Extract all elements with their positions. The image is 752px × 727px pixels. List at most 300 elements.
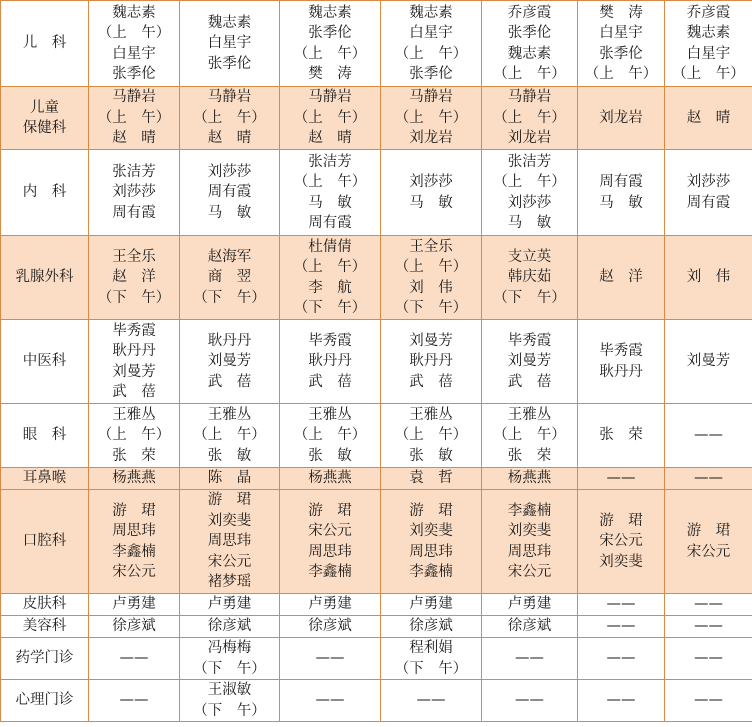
doctor-line: 王雅丛 — [507, 406, 552, 423]
doctor-line: 游 珺 — [112, 502, 156, 519]
doctor-line: 刘莎莎 — [112, 184, 156, 201]
doctor-line: 宋公元 — [207, 553, 252, 570]
doctor-line: （上 午） — [493, 109, 566, 126]
doctor-line: —— — [606, 692, 636, 709]
doctor-line: （上 午） — [193, 427, 266, 444]
doctor-line: —— — [515, 650, 544, 667]
doctor-line: 徐彦斌 — [409, 618, 453, 635]
doctor-line: 杨燕燕 — [507, 470, 552, 487]
department-name — [1, 150, 89, 236]
schedule-row — [1, 490, 752, 594]
doctor-line: （上 午） — [394, 109, 468, 126]
doctor-line: 冯梅梅 — [207, 640, 252, 656]
schedule-cell — [482, 468, 578, 490]
schedule-cell — [482, 150, 578, 236]
schedule-cell — [578, 404, 665, 468]
doctor-line: 刘曼芳 — [112, 363, 156, 380]
department-name — [1, 1, 89, 87]
schedule-row — [1, 404, 752, 468]
doctor-line: 魏志素 — [507, 45, 552, 62]
doctor-line: —— — [119, 650, 149, 667]
schedule-cell — [578, 638, 665, 680]
doctor-line: 马静岩 — [308, 89, 352, 106]
schedule-row — [1, 150, 752, 236]
doctor-line: —— — [315, 650, 345, 667]
doctor-line: 毕秀霞 — [599, 343, 643, 359]
schedule-cell — [180, 490, 280, 594]
schedule-cell — [280, 1, 381, 87]
doctor-line: 韩庆茹 — [507, 269, 552, 286]
doctor-line: 李鑫楠 — [507, 502, 552, 519]
doctor-line: 刘莎莎 — [409, 174, 453, 190]
schedule-cell — [180, 320, 280, 404]
doctor-line: —— — [694, 470, 723, 487]
doctor-line: 宋公元 — [599, 533, 643, 550]
doctor-line: 刘奕斐 — [207, 512, 252, 529]
doctor-line: 魏志素 — [207, 14, 252, 31]
department-name — [1, 594, 89, 616]
schedule-cell — [381, 616, 482, 638]
doctor-line: （上 午） — [394, 259, 468, 275]
schedule-cell — [381, 236, 482, 320]
doctor-line: 周有霞 — [308, 215, 352, 231]
doctor-line: 张洁芳 — [308, 153, 352, 170]
doctor-line: 程利娟 — [409, 640, 453, 656]
schedule-cell — [578, 1, 665, 87]
schedule-cell — [280, 236, 381, 320]
doctor-line: 刘曼芳 — [507, 353, 552, 370]
doctor-line: 武 蓓 — [507, 373, 552, 390]
doctor-line: 马 敏 — [507, 215, 552, 231]
department-name — [1, 236, 89, 320]
schedule-cell — [180, 616, 280, 638]
doctor-line: 宋公元 — [507, 564, 552, 580]
doctor-line: 周思玮 — [507, 543, 552, 560]
department-name-line: 儿 科 — [22, 35, 67, 52]
doctor-line: 徐彦斌 — [112, 618, 156, 635]
schedule-cell — [482, 404, 578, 468]
schedule-cell — [665, 594, 752, 616]
schedule-row — [1, 638, 752, 680]
doctor-line: 周思玮 — [112, 523, 156, 539]
doctor-line: 马静岩 — [112, 89, 156, 106]
schedule-cell — [381, 404, 482, 468]
schedule-cell — [180, 594, 280, 616]
schedule-cell — [665, 468, 752, 490]
doctor-line: （下 午） — [293, 300, 367, 316]
doctor-line: 王雅丛 — [207, 406, 252, 423]
doctor-line: 赵 晴 — [308, 130, 352, 147]
department-name — [1, 616, 89, 638]
schedule-cell — [578, 468, 665, 490]
doctor-line: 徐彦斌 — [308, 618, 352, 635]
doctor-line: 李鑫楠 — [308, 564, 352, 580]
department-name-line: 乳腺外科 — [15, 269, 74, 286]
doctor-line: （上 午） — [293, 109, 367, 126]
doctor-line: —— — [416, 692, 446, 709]
doctor-line: 宋公元 — [112, 564, 156, 580]
doctor-line: 周思玮 — [207, 533, 252, 550]
doctor-line: —— — [119, 692, 149, 709]
doctor-line: 白星宇 — [686, 45, 731, 62]
schedule-cell — [665, 490, 752, 594]
doctor-line: 刘龙岩 — [507, 130, 552, 147]
doctor-line: 武 蓓 — [112, 384, 156, 400]
doctor-line: 卢勇建 — [112, 596, 156, 613]
schedule-cell — [482, 1, 578, 87]
doctor-line: 王淑敏 — [207, 682, 252, 698]
doctor-line: 杨燕燕 — [112, 470, 156, 487]
schedule-cell — [578, 87, 665, 150]
doctor-line: 刘奕斐 — [599, 553, 643, 570]
schedule-cell — [482, 236, 578, 320]
department-name — [1, 87, 89, 150]
schedule-cell — [180, 680, 280, 722]
schedule-cell — [180, 468, 280, 490]
doctor-line: 耿丹丹 — [308, 353, 352, 370]
doctor-line: 游 珺 — [207, 492, 252, 509]
doctor-line: 赵 晴 — [686, 109, 731, 126]
schedule-cell — [578, 616, 665, 638]
schedule-cell — [381, 638, 482, 680]
doctor-line: 马静岩 — [507, 89, 552, 106]
schedule-cell — [180, 404, 280, 468]
schedule-cell — [482, 680, 578, 722]
doctor-line: 毕秀霞 — [507, 332, 552, 349]
doctor-line: 耿丹丹 — [409, 353, 453, 370]
schedule-cell — [665, 87, 752, 150]
doctor-line: 刘莎莎 — [507, 194, 552, 211]
schedule-cell — [665, 680, 752, 722]
doctor-line: 刘莎莎 — [686, 174, 731, 190]
doctor-line: —— — [694, 650, 723, 667]
doctor-line: 杜倩倩 — [308, 238, 352, 255]
schedule-cell — [89, 638, 180, 680]
doctor-line: 周思玮 — [308, 543, 352, 560]
department-name-line: 儿童 — [30, 99, 59, 116]
schedule-row — [1, 320, 752, 404]
schedule-cell — [665, 616, 752, 638]
schedule-cell — [578, 150, 665, 236]
schedule-cell — [665, 1, 752, 87]
schedule-cell — [381, 490, 482, 594]
doctor-line: 白星宇 — [599, 25, 643, 41]
department-name — [1, 468, 89, 490]
doctor-line: 王雅丛 — [308, 406, 352, 423]
schedule-cell — [381, 680, 482, 722]
schedule-cell — [665, 150, 752, 236]
doctor-line: —— — [606, 470, 636, 487]
doctor-line: 马静岩 — [409, 89, 453, 106]
doctor-line: 赵 晴 — [207, 130, 252, 147]
doctor-line: —— — [694, 618, 723, 635]
doctor-line: （上 午） — [493, 427, 566, 444]
schedule-cell — [381, 468, 482, 490]
schedule-cell — [665, 236, 752, 320]
doctor-line: 游 珺 — [686, 523, 731, 539]
schedule-cell — [280, 680, 381, 722]
doctor-line: （上 午） — [293, 174, 367, 190]
doctor-line: 张 敏 — [308, 447, 352, 464]
doctor-line: 陈 晶 — [207, 470, 252, 487]
schedule-row — [1, 236, 752, 320]
schedule-row — [1, 87, 752, 150]
schedule-cell — [280, 320, 381, 404]
doctor-line: （上 午） — [672, 66, 745, 82]
doctor-line: 游 珺 — [308, 502, 352, 519]
schedule-cell — [89, 468, 180, 490]
doctor-line: 樊 涛 — [308, 66, 352, 82]
doctor-line: 耿丹丹 — [112, 343, 156, 359]
doctor-line: 周有霞 — [207, 184, 252, 201]
doctor-line: 王全乐 — [409, 238, 453, 255]
doctor-line: 赵海军 — [207, 248, 252, 265]
department-name — [1, 320, 89, 404]
doctor-line: —— — [606, 596, 636, 613]
doctor-line: 白星宇 — [207, 35, 252, 52]
doctor-line: 刘曼芳 — [409, 332, 453, 349]
doctor-line: 张 敏 — [409, 447, 453, 464]
doctor-line: 游 珺 — [599, 512, 643, 529]
department-name-line: 保健科 — [22, 120, 67, 136]
department-name — [1, 404, 89, 468]
schedule-cell — [180, 638, 280, 680]
department-name-line: 内 科 — [22, 184, 67, 201]
doctor-line: 袁 哲 — [409, 470, 453, 487]
schedule-cell — [89, 594, 180, 616]
doctor-line: （上 午） — [97, 109, 171, 126]
schedule-cell — [381, 594, 482, 616]
schedule-cell — [482, 87, 578, 150]
doctor-line: （上 午） — [97, 427, 171, 444]
doctor-line: 卢勇建 — [308, 596, 352, 613]
schedule-cell — [482, 594, 578, 616]
doctor-line: 樊 涛 — [599, 4, 643, 21]
doctor-line: 刘曼芳 — [207, 353, 252, 370]
schedule-cell — [280, 638, 381, 680]
doctor-line: （下 午） — [193, 702, 266, 719]
schedule-cell — [578, 236, 665, 320]
doctor-line: （上 午） — [293, 259, 367, 275]
doctor-line: 王雅丛 — [112, 406, 156, 423]
doctor-line: 卢勇建 — [409, 596, 453, 613]
schedule-cell — [89, 404, 180, 468]
doctor-line: 马静岩 — [207, 89, 252, 106]
schedule-cell — [482, 320, 578, 404]
schedule-cell — [665, 404, 752, 468]
doctor-line: 武 蓓 — [409, 373, 453, 390]
schedule-cell — [180, 87, 280, 150]
doctor-line: 褚梦瑶 — [207, 574, 252, 591]
schedule-cell — [578, 680, 665, 722]
schedule-cell — [578, 594, 665, 616]
schedule-cell — [280, 594, 381, 616]
schedule-row — [1, 680, 752, 722]
doctor-line: 白星宇 — [409, 25, 453, 41]
doctor-line: 赵 晴 — [112, 130, 156, 147]
doctor-line: 周思玮 — [409, 543, 453, 560]
doctor-line: （上 午） — [493, 174, 566, 190]
doctor-line: 杨燕燕 — [308, 470, 352, 487]
doctor-line: 游 珺 — [409, 502, 453, 519]
doctor-line: 魏志素 — [409, 4, 453, 21]
schedule-cell — [665, 320, 752, 404]
doctor-line: 乔彦霞 — [507, 4, 552, 21]
schedule-cell — [280, 468, 381, 490]
schedule-cell — [89, 616, 180, 638]
doctor-line: 赵 洋 — [112, 269, 156, 286]
doctor-line: 徐彦斌 — [207, 618, 252, 635]
schedule-row — [1, 468, 752, 490]
doctor-line: 张 荣 — [112, 447, 156, 464]
schedule-cell — [482, 616, 578, 638]
department-name — [1, 638, 89, 680]
doctor-line: 张 荣 — [507, 447, 552, 464]
doctor-line: 刘 伟 — [686, 269, 731, 286]
department-name-line: 口腔科 — [22, 533, 67, 550]
doctor-line: 张洁芳 — [507, 153, 552, 170]
schedule-cell — [89, 320, 180, 404]
doctor-line: —— — [694, 596, 723, 613]
department-name-line: 皮肤科 — [22, 596, 67, 613]
schedule-cell — [578, 320, 665, 404]
doctor-line: （上 午） — [97, 25, 171, 41]
department-name-line: 药学门诊 — [15, 650, 74, 667]
doctor-line: 刘曼芳 — [686, 353, 731, 370]
doctor-line: —— — [694, 427, 723, 444]
doctor-line: 刘奕斐 — [409, 523, 453, 539]
doctor-line: 刘莎莎 — [207, 163, 252, 180]
schedule-cell — [381, 320, 482, 404]
doctor-line: 张季伦 — [308, 25, 352, 41]
department-name — [1, 680, 89, 722]
doctor-line: 马 敏 — [409, 194, 453, 211]
doctor-line: 商 翌 — [207, 269, 252, 286]
doctor-line: 张季伦 — [409, 66, 453, 82]
schedule-row — [1, 616, 752, 638]
doctor-line: 王全乐 — [112, 248, 156, 265]
doctor-line: 张季伦 — [507, 25, 552, 41]
doctor-line: 耿丹丹 — [207, 332, 252, 349]
schedule-cell — [180, 150, 280, 236]
department-name-line: 心理门诊 — [15, 692, 74, 709]
doctor-line: 赵 洋 — [599, 269, 643, 286]
doctor-line: 魏志素 — [686, 25, 731, 41]
doctor-line: （上 午） — [293, 427, 367, 444]
doctor-line: 周有霞 — [599, 174, 643, 190]
doctor-line: （上 午） — [394, 427, 468, 444]
doctor-line: （上 午） — [193, 109, 266, 126]
doctor-line: 支立英 — [507, 248, 552, 265]
doctor-line: —— — [515, 692, 544, 709]
schedule-cell — [89, 150, 180, 236]
doctor-line: 马 敏 — [599, 194, 643, 211]
doctor-line: 马 敏 — [207, 204, 252, 221]
doctor-line: （下 午） — [193, 660, 266, 677]
doctor-line: 武 蓓 — [308, 373, 352, 390]
schedule-cell — [381, 1, 482, 87]
doctor-line: （下 午） — [97, 289, 171, 306]
doctor-line: 卢勇建 — [207, 596, 252, 613]
schedule-row — [1, 594, 752, 616]
doctor-line: 张季伦 — [207, 55, 252, 72]
doctor-line: 徐彦斌 — [507, 618, 552, 635]
schedule-cell — [280, 150, 381, 236]
schedule-cell — [665, 638, 752, 680]
department-name-line: 中医科 — [22, 353, 67, 370]
doctor-line: 刘 伟 — [409, 279, 453, 296]
doctor-line: 李 航 — [308, 279, 352, 296]
doctor-line: 李鑫楠 — [409, 564, 453, 580]
doctor-line: 武 蓓 — [207, 373, 252, 390]
doctor-line: 周有霞 — [112, 204, 156, 221]
schedule-cell — [482, 638, 578, 680]
doctor-line: —— — [315, 692, 345, 709]
doctor-line: （上 午） — [394, 45, 468, 62]
department-name-line: 眼 科 — [22, 427, 67, 444]
doctor-line: 魏志素 — [308, 4, 352, 21]
doctor-line: （上 午） — [584, 66, 658, 82]
doctor-line: —— — [606, 618, 636, 635]
doctor-line: 白星宇 — [112, 45, 156, 62]
doctor-line: 刘龙岩 — [409, 130, 453, 147]
schedule-cell — [280, 490, 381, 594]
doctor-line: （下 午） — [394, 300, 468, 316]
doctor-line: 宋公元 — [308, 523, 352, 539]
doctor-line: 卢勇建 — [507, 596, 552, 613]
doctor-line: 魏志素 — [112, 4, 156, 21]
doctor-line: 马 敏 — [308, 194, 352, 211]
schedule-cell — [381, 87, 482, 150]
schedule-cell — [89, 680, 180, 722]
schedule-cell — [89, 1, 180, 87]
doctor-line: 张 荣 — [599, 427, 643, 444]
schedule-cell — [89, 236, 180, 320]
doctor-line: —— — [694, 692, 723, 709]
doctor-line: 耿丹丹 — [599, 363, 643, 380]
doctor-line: 刘龙岩 — [599, 109, 643, 126]
doctor-line: （上 午） — [293, 45, 367, 62]
doctor-line: 刘奕斐 — [507, 523, 552, 539]
schedule-cell — [280, 87, 381, 150]
doctor-line: 张 敏 — [207, 447, 252, 464]
doctor-line: 张季伦 — [599, 45, 643, 62]
doctor-line: （下 午） — [493, 289, 566, 306]
department-name-line: 美容科 — [22, 618, 67, 635]
schedule-cell — [280, 404, 381, 468]
doctor-line: 乔彦霞 — [686, 4, 731, 21]
schedule-cell — [482, 490, 578, 594]
schedule-cell — [180, 1, 280, 87]
doctor-line: 王雅丛 — [409, 406, 453, 423]
doctor-line: （下 午） — [193, 289, 266, 306]
schedule-cell — [180, 236, 280, 320]
schedule-cell — [578, 490, 665, 594]
doctor-line: 李鑫楠 — [112, 543, 156, 560]
doctor-line: （上 午） — [493, 66, 566, 82]
schedule-cell — [89, 490, 180, 594]
schedule-cell — [89, 87, 180, 150]
doctor-line: —— — [606, 650, 636, 667]
doctor-line: （下 午） — [394, 660, 468, 677]
schedule-cell — [280, 616, 381, 638]
doctor-line: 周有霞 — [686, 194, 731, 211]
doctor-line: 毕秀霞 — [112, 322, 156, 339]
doctor-line: 张洁芳 — [112, 163, 156, 180]
department-name — [1, 490, 89, 594]
doctor-line: 宋公元 — [686, 543, 731, 560]
doctor-line: 张季伦 — [112, 66, 156, 82]
